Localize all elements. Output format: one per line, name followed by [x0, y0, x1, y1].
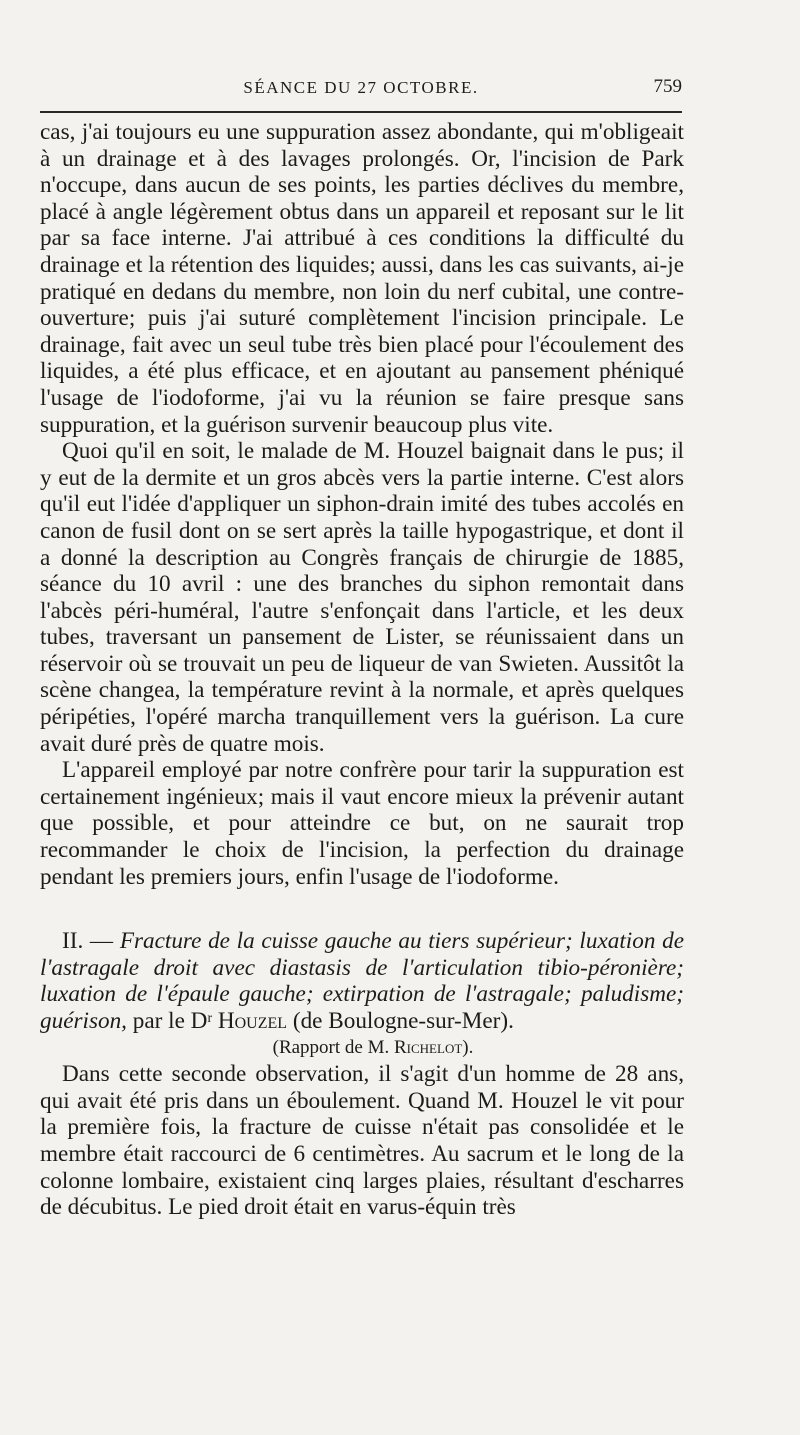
running-title: SÉANCE DU 27 OCTOBRE.	[243, 78, 479, 97]
author-place: (de Boulogne-sur-Mer).	[292, 1008, 514, 1034]
section-title: Fracture de la cuisse gauche au tiers supérieur; luxation de l'astragale droit avec diastasis de l'articulation tibio-péronière; luxation de l'épaule gauche; extirpation de l'astragale; paludisme; guérison,	[40, 928, 684, 1034]
body-text	[40, 119, 684, 1221]
report-prefix: (Rapport de M.	[272, 1036, 390, 1058]
paragraph-continued: cas, j'ai toujours eu une suppuration assez abondante, qui m'obligeait à un drainage et à des lavages prolongés. Or, l'incision de Park n'occupe, dans aucun de ses points, les parties déclives du membre, placé à angle légèrement obtus dans un appareil et reposant sur le lit par sa face interne. J'ai attribué à ces conditions la difficulté du drainage et la rétention des liquides; aussi, dans les cas suivants, ai-je pratiqué en dedans du membre, non loin du nerf cubital, une contre-ouverture; puis j'ai suturé complètement l'incision principale. Le drainage, fait avec un seul tube très bien placé pour l'écoulement des liquides, a été plus efficace, et en ajoutant au pansement phéniqué l'usage de l'iodoforme, j'ai vu la réunion se faire presque sans suppuration, et la guérison survenir beaucoup plus vite.	[40, 119, 684, 438]
report-suffix: ).	[462, 1036, 474, 1058]
report-line	[40, 1035, 684, 1062]
page-header	[40, 74, 682, 104]
observation-section	[40, 928, 684, 1221]
author-name: Houzel	[217, 1008, 288, 1034]
section-paragraph: Dans cette seconde observation, il s'agit d'un homme de 28 ans, qui avait été pris dans un éboulement. Quand M. Houzel le vit pour la première fois, la fracture de cuisse n'était pas consolidée et le membre était raccourci de 6 centimètres. Au sacrum et le long de la colonne lombaire, existaient cinq larges plaies, résultant d'escharres de décubitus. Le pied droit était en varus-équin très	[40, 1061, 684, 1221]
paragraph: Quoi qu'il en soit, le malade de M. Houzel baignait dans le pus; il y eut de la dermite et un gros abcès vers la partie interne. C'est alors qu'il eut l'idée d'appliquer un siphon-drain imité des tubes accolés en canon de fusil dont on se sert après la taille hypogastrique, et dont il a donné la description au Congrès français de chirurgie de 1885, séance du 10 avril : une des branches du siphon remontait dans l'abcès péri-huméral, l'autre s'enfonçait dans l'article, et les deux tubes, traversant un pansement de Lister, se réunissaient dans un réservoir où se trouvait un peu de liqueur de van Swieten. Aussitôt la scène changea, la température revint à la normale, et après quelques péripéties, l'opéré marcha tranquillement vers la guérison. La cure avait duré près de quatre mois.	[40, 438, 684, 757]
section-numeral: II. —	[62, 928, 114, 955]
header-rule	[40, 111, 682, 113]
author-prefix: par le D	[132, 1008, 208, 1034]
author-sup: r	[207, 1011, 213, 1026]
report-name: Richelot	[394, 1036, 463, 1058]
paragraph: L'appareil employé par notre confrère pour tarir la suppuration est certainement ingénieux; mais il vaut encore mieux la prévenir autant que possible, et pour atteindre ce but, on ne saurait trop recommander le choix de l'incision, la perfection du drainage pendant les premiers jours, enfin l'usage de l'iodoforme.	[40, 757, 684, 890]
page-number: 759	[653, 76, 682, 97]
section-heading	[40, 928, 684, 1034]
